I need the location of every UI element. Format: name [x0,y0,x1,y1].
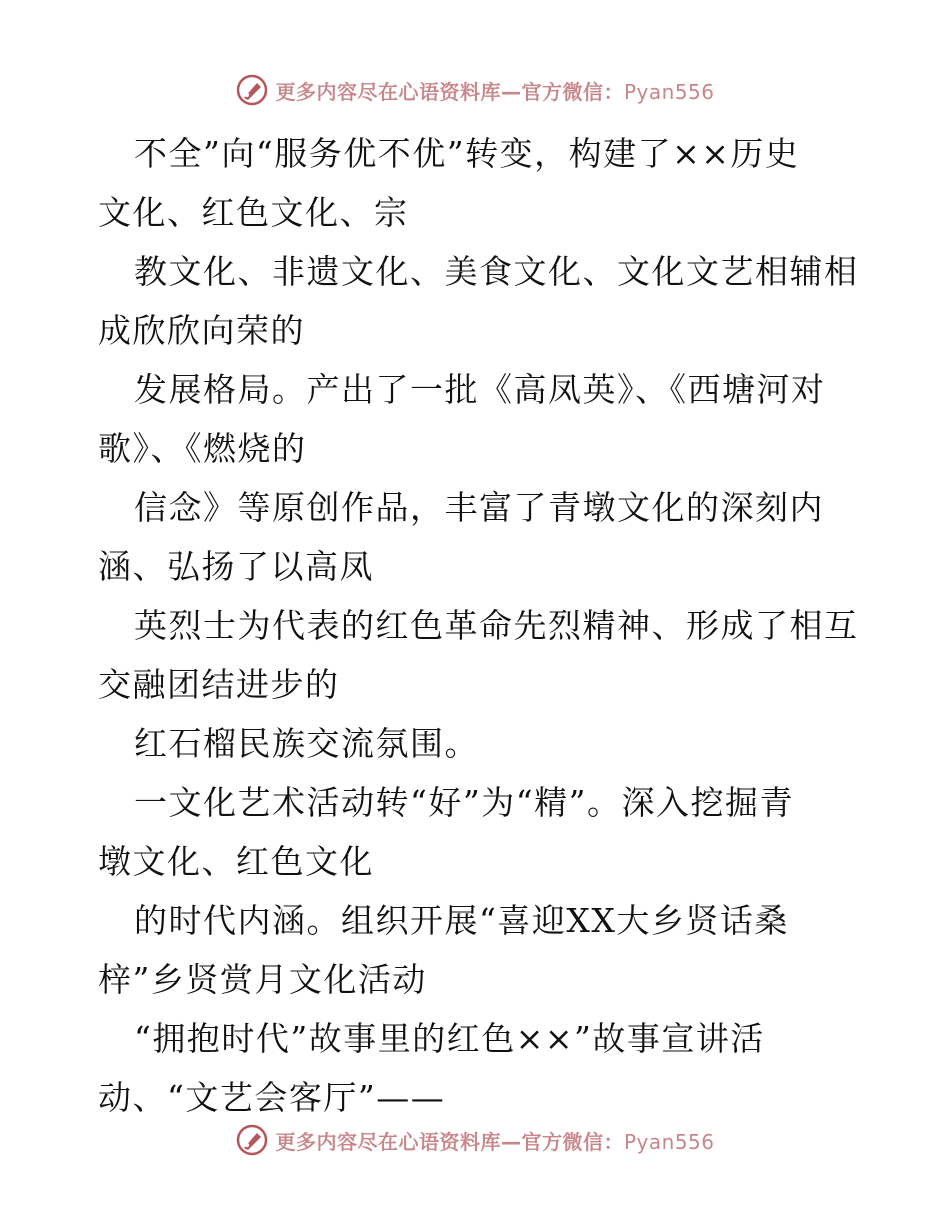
pen-nib-logo-icon [235,73,269,107]
text-line: 墩文化、红色文化 [98,842,374,881]
text-line: 信念》等原创作品，丰富了青墩文化的深刻内 [134,488,824,527]
text-line: 涵、弘扬了以高凤 [98,547,374,586]
text-line: 英烈士为代表的红色革命先烈精神、形成了相互 [134,606,859,645]
watermark-text: 更多内容尽在心语资料库—官方微信：Pyan556 [275,79,715,104]
text-line: 文化、红色文化、宗 [98,193,409,232]
text-line: 动、“文艺会客厅”—— [98,1078,446,1117]
text-line: 的时代内涵。组织开展“喜迎XX大乡贤话桑 [134,901,789,940]
document-body [98,124,858,1127]
text-line: 不全”向“服务优不优”转变，构建了××历史 [134,134,800,173]
watermark-text: 更多内容尽在心语资料库—官方微信：Pyan556 [275,1129,715,1154]
text-line: 教文化、非遗文化、美食文化、文化文艺相辅相 [134,252,859,291]
text-line: 交融团结进步的 [98,665,340,704]
watermark-wechat-id: Pyan556 [623,79,715,104]
text-line: 成欣欣向荣的 [98,311,305,350]
text-line: 歌》、《燃烧的 [98,429,307,468]
footer-watermark [0,1120,950,1160]
pen-nib-logo-icon [235,1123,269,1157]
text-line: “拥抱时代”故事里的红色××”故事宣讲活 [134,1019,765,1058]
text-line: 红石榴民族交流氛围。 [134,724,479,763]
header-watermark [0,70,950,110]
text-line: 发展格局。产出了一批《高凤英》、《西塘河对 [134,370,826,409]
text-line: 梓”乡贤赏月文化活动 [98,960,427,999]
text-line: 一文化艺术活动转“好”为“精”。深入挖掘青 [134,783,794,822]
watermark-wechat-id: Pyan556 [623,1129,715,1154]
